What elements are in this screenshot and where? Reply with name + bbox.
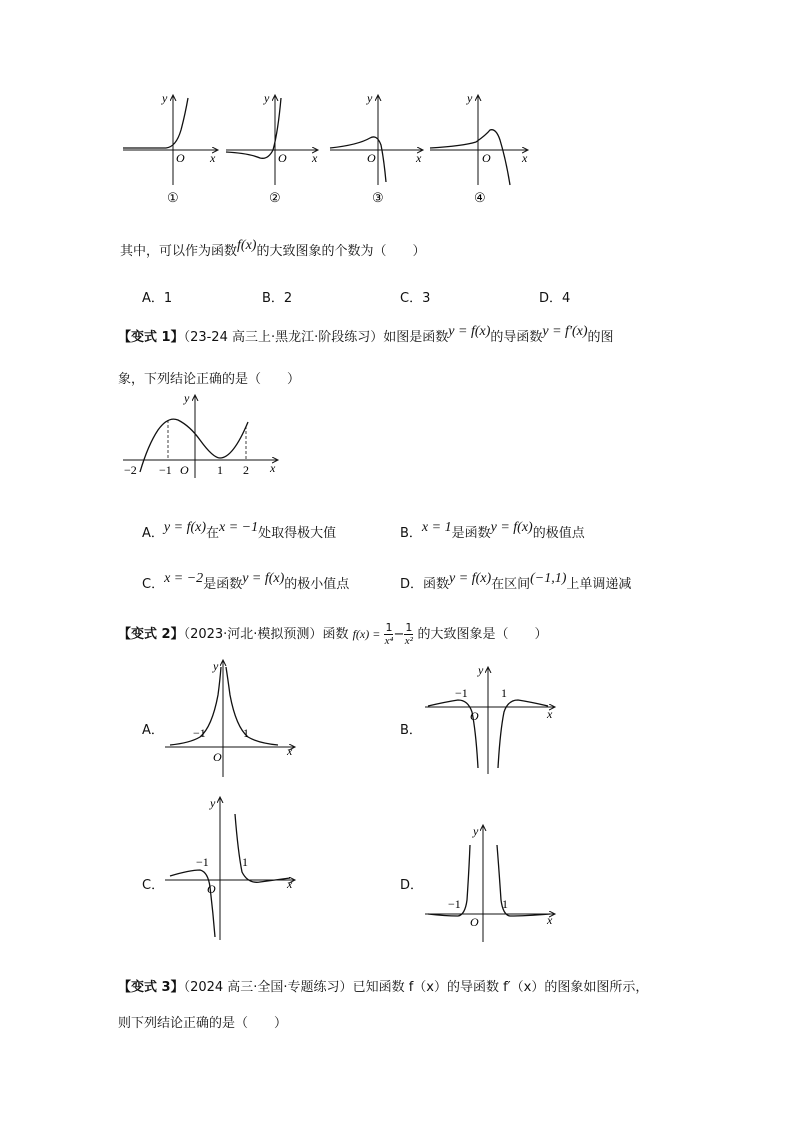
v1-option-d[interactable]: D．函数y = f(x)在区间(−1,1)上单调递减 <box>400 571 632 592</box>
v2-option-b-graph[interactable] <box>420 662 560 777</box>
graph-3 <box>330 91 423 205</box>
variant2-source: （2023·河北·模拟预测） <box>183 627 323 642</box>
svg-text:1: 1 <box>501 686 507 700</box>
svg-text:x: x <box>287 877 293 891</box>
v1-option-a[interactable]: A．y = f(x)在x = −1处取得极大值 <box>142 520 337 541</box>
svg-text:O: O <box>207 882 216 896</box>
question1-stem <box>120 240 425 260</box>
v1-option-c[interactable]: C．x = −2是函数y = f(x)的极小值点 <box>142 571 350 592</box>
stem-prefix: 其中，可以作为函数 <box>120 244 238 259</box>
stem-suffix: 的大致图象的个数为（ ） <box>256 244 426 259</box>
variant3-source: （2024 高三·全国·专题练习） <box>183 980 353 995</box>
svg-text:−1: −1 <box>193 726 206 740</box>
svg-text:−1: −1 <box>455 686 468 700</box>
svg-text:1: 1 <box>242 855 248 869</box>
tick-2: 2 <box>243 463 249 477</box>
variant1-stem-line2: 象，下列结论正确的是（ ） <box>118 372 301 387</box>
graph-1 <box>123 91 218 205</box>
origin-label: O <box>176 151 185 165</box>
x-label: x <box>210 151 216 165</box>
svg-text:y: y <box>210 796 216 810</box>
svg-text:O: O <box>213 750 222 764</box>
graph-label-1: ① <box>167 190 179 205</box>
svg-text:y: y <box>213 659 219 673</box>
x-label: x <box>312 151 318 165</box>
variant2-stem: 【变式 2】（2023·河北·模拟预测）函数 f(x) = $\frac{1}{\text{x⁴}}$ − $\frac{1}{\text{x²}}$ 的大致图象是（ ） <box>118 621 548 647</box>
variant1-stem: 【变式 1】（23-24 高三上·黑龙江·阶段练习）如图是函数y = f(x)的导函数y = f′(x)的图 <box>118 324 614 345</box>
graph-4 <box>430 91 528 205</box>
tick-neg2: −2 <box>124 463 137 477</box>
svg-text:x: x <box>270 461 276 475</box>
y-label: y <box>367 91 373 105</box>
v2-option-d-graph[interactable] <box>420 820 560 945</box>
svg-text:y: y <box>478 663 484 677</box>
stem-func: f(x) <box>237 238 257 253</box>
y-label: y <box>467 91 473 105</box>
tick-neg1: −1 <box>159 463 172 477</box>
variant1-deriv: y = f′(x) <box>542 324 588 339</box>
graph-2 <box>226 91 318 205</box>
q1-option-d[interactable]: D．4 <box>539 291 571 306</box>
x-label: x <box>416 151 422 165</box>
svg-text:1: 1 <box>502 897 508 911</box>
svg-text:x: x <box>287 744 293 758</box>
x-label: x <box>522 151 528 165</box>
variant1-derivative-graph <box>118 390 288 480</box>
svg-text:O: O <box>180 463 189 477</box>
v2-option-d-label[interactable]: D． <box>400 878 424 893</box>
graph-label-2: ② <box>269 190 281 205</box>
variant1-tag: 【变式 1】 <box>118 330 184 345</box>
figure-four-graphs <box>118 90 538 210</box>
v2-option-c-label[interactable]: C． <box>142 878 165 893</box>
graph-label-4: ④ <box>474 190 486 205</box>
origin-label: O <box>482 151 491 165</box>
v2-option-a-label[interactable]: A． <box>142 723 164 738</box>
svg-text:1: 1 <box>243 726 249 740</box>
y-label: y <box>264 91 270 105</box>
v2-option-c-graph[interactable] <box>160 792 300 942</box>
tick-1: 1 <box>217 463 223 477</box>
q1-option-c[interactable]: C．3 <box>400 291 431 306</box>
svg-text:y: y <box>473 824 479 838</box>
svg-text:y: y <box>184 391 190 405</box>
svg-text:O: O <box>470 915 479 929</box>
svg-text:x: x <box>547 913 553 927</box>
origin-label: O <box>367 151 376 165</box>
svg-text:O: O <box>470 709 479 723</box>
variant3-tag: 【变式 3】 <box>118 980 184 995</box>
variant1-func: y = f(x) <box>448 324 491 339</box>
variant1-source: （23-24 高三上·黑龙江·阶段练习） <box>183 330 384 345</box>
variant3-stem-line2: 则下列结论正确的是（ ） <box>118 1016 288 1031</box>
graph-label-3: ③ <box>372 190 384 205</box>
v2-option-a-graph[interactable] <box>160 655 300 780</box>
y-label: y <box>162 91 168 105</box>
variant2-tag: 【变式 2】 <box>118 627 184 642</box>
q1-option-a[interactable]: A．1 <box>142 291 173 306</box>
variant3-stem: 【变式 3】（2024 高三·全国·专题练习）已知函数 f（x）的导函数 f′（x）的图象如图所示， <box>118 980 649 995</box>
origin-label: O <box>278 151 287 165</box>
v2-option-b-label[interactable]: B． <box>400 723 422 738</box>
v1-option-b[interactable]: B．x = 1是函数y = f(x)的极值点 <box>400 520 585 541</box>
svg-text:−1: −1 <box>448 897 461 911</box>
svg-text:−1: −1 <box>196 855 209 869</box>
svg-text:x: x <box>547 707 553 721</box>
q1-option-b[interactable]: B．2 <box>262 291 293 306</box>
